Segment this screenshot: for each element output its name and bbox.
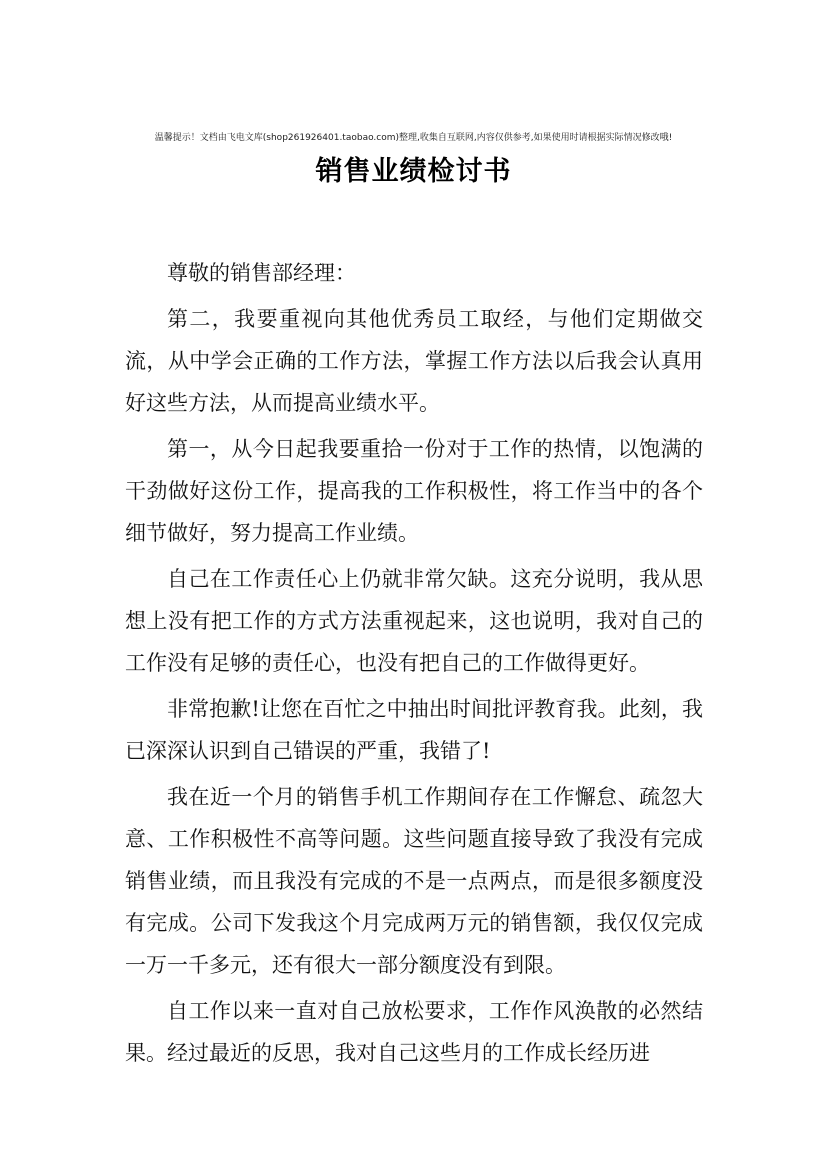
paragraph: 第一，从今日起我要重拾一份对于工作的热情，以饱满的干劲做好这份工作，提高我的工作积极性，将工作当中的各个细节做好，努力提高工作业绩。	[125, 437, 703, 545]
paragraph: 自己在工作责任心上仍就非常欠缺。这充分说明，我从思想上没有把工作的方式方法重视起来，这也说明，我对自己的工作没有足够的责任心，也没有把自己的工作做得更好。	[125, 567, 703, 675]
paragraph: 非常抱歉!让您在百忙之中抽出时间批评教育我。此刻，我已深深认识到自己错误的严重，我错了!	[125, 697, 703, 763]
document-title: 销售业绩检讨书	[315, 156, 512, 187]
paragraph: 自工作以来一直对自己放松要求，工作作风涣散的必然结果。经过最近的反思，我对自己这些月的工作成长经历进	[125, 999, 703, 1065]
paragraph: 第二，我要重视向其他优秀员工取经，与他们定期做交流，从中学会正确的工作方法，掌握工作方法以后我会认真用好这些方法，从而提高业绩水平。	[125, 307, 703, 415]
document-body	[125, 252, 703, 1078]
header-notice: 温馨提示！文档由飞电文库(shop261926401.taobao.com)整理,收集自互联网,内容仅供参考,如果使用时请根据实际情况修改哦!	[154, 133, 673, 143]
paragraph: 我在近一个月的销售手机工作期间存在工作懈怠、疏忽大意、工作积极性不高等问题。这些问题直接导致了我没有完成销售业绩，而且我没有完成的不是一点两点，而是很多额度没有完成。公司下发我这个月完成两万元的销售额，我仅仅完成一万一千多元，还有很大一部分额度没有到限。	[125, 785, 703, 977]
salutation: 尊敬的销售部经理：	[167, 261, 356, 285]
